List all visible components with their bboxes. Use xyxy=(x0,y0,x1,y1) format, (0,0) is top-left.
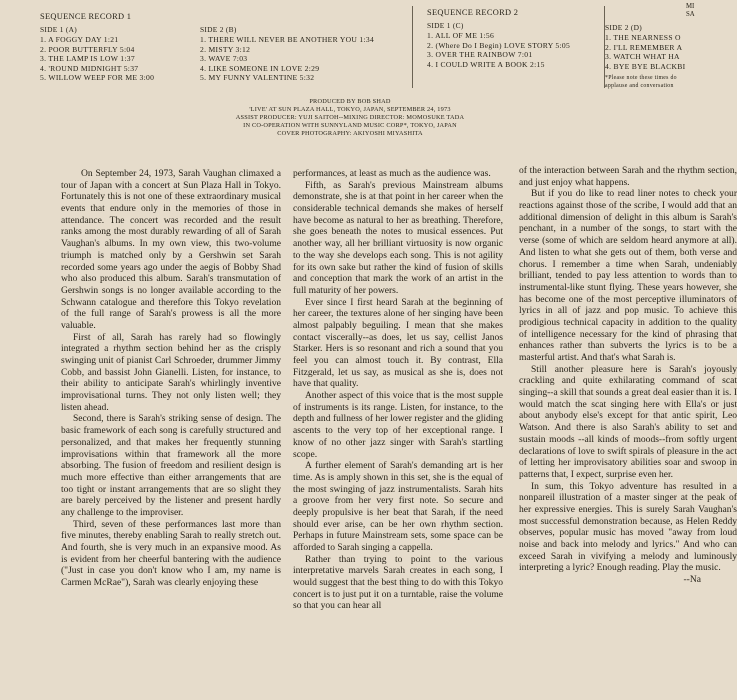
paragraph: Still another pleasure here is Sarah's joyously crackling and quite exhilarating command of scat singing--a skill that sounds a great deal easier than it is. I would match the scat singing here with Ella's or just about anybody else's except for that antic spirit, Leo Watson. And there is also Sarah's ability to set and sustain moods --all kinds of moods--from softly urgent declarations of love to swift spirals of pleasure in the act of letting her improvisatory abilities soar and swoop in patterns that, I expect, surprise even her. xyxy=(519,363,737,480)
paragraph: Second, there is Sarah's striking sense of design. The basic framework of each song is carefully structured and personalized, and that makes her frequently stunning improvisations within that framework all the more absorbing. The fusion of freedom and resilient design is much more effective than either arrangements that are too tight or instant arrangements that are so slight they are barely perceived by the listener and present hardly any challenge to the improviser. xyxy=(61,413,281,518)
paragraph: Ever since I first heard Sarah at the beginning of her career, the textures alone of her singing have been almost palpably beguiling. I mean that she makes contact viscerally--as does, let us say, cellist Janos Starker. Hers is so resonant and rich a sound that you feel you can almost touch it. By contrast, Ella Fitzgerald, let us say, as musical as she is, does not have that quality. xyxy=(293,296,503,390)
credit-line: PRODUCED BY BOB SHAD xyxy=(309,98,391,105)
paragraph: But if you do like to read liner notes to check your reactions against those of the scribe, I would add that an additional dimension of delight in this album is Sarah's penchant, in a number of the songs, to start with the verse (some of which are seldom heard anymore at all). And listen to what she gets out of them, both verse and chorus. I remember a time when Sarah, undeniably brilliant, tended to pay less attention to words than to instrumental-like stunt flying. These years however, she has become one of the most perceptive illuminators of lyrics in all of jazz and pop music. To achieve this prodigious technical capacity in addition to the quality of intelligence necessary for the kind of phrasing that enhances rather than subverts the lyrics is to be a masterful artist. And that's what Sarah is. xyxy=(519,188,737,363)
side-label: SIDE 2 (D) xyxy=(605,23,643,32)
track: 4. 'ROUND MIDNIGHT 5:37 xyxy=(40,63,139,73)
liner-notes-column-2 xyxy=(293,168,503,612)
track: 1. THERE WILL NEVER BE ANOTHER YOU 1:34 xyxy=(200,35,375,44)
timing-note-line: *Please note these times do xyxy=(605,75,677,82)
side-b xyxy=(200,25,374,83)
track: 3. WATCH WHAT HA xyxy=(605,52,680,62)
liner-notes-column-3 xyxy=(519,165,737,586)
divider-line xyxy=(412,6,413,88)
track: 1. THE NEARNESS O xyxy=(605,33,681,42)
side-d xyxy=(605,21,700,90)
paragraph: Fifth, as Sarah's previous Mainstream albums demonstrate, she is at that point in her career when the considerable technical demands she makes of herself have become as natural to her as breathing. Therefore, she goes beneath the notes to musical essences. Put another way, all her brilliant virtuosity is now organic to the way she develops each song. This is not agility for its own sake but rather the kind of fusion of skills and conception that mark the work of an artist in the full maturity of her powers. xyxy=(293,179,503,296)
timing-note-line: applause and conversation xyxy=(605,82,674,89)
track: 2. (Where Do I Begin) LOVE STORY 5:05 xyxy=(427,40,571,50)
track: 3. OVER THE RAINBOW 7:01 xyxy=(427,50,533,60)
track: 4. I COULD WRITE A BOOK 2:15 xyxy=(427,59,545,69)
sequence-record-2 xyxy=(427,8,700,90)
track: 4. LIKE SOMEONE IN LOVE 2:29 xyxy=(200,63,320,73)
credit-line: IN CO-OPERATION WITH SUNNYLAND MUSIC CORP*, TOKYO, JAPAN xyxy=(243,122,457,130)
track: 2. MISTY 3:12 xyxy=(200,44,251,54)
sequence-title: SEQUENCE RECORD 1 xyxy=(40,12,132,21)
track: 4. BYE BYE BLACKBI xyxy=(605,61,686,71)
track: 2. POOR BUTTERFLY 5:04 xyxy=(40,44,135,54)
side-a xyxy=(40,25,200,83)
track: 1. ALL OF ME 1:56 xyxy=(427,31,495,40)
paragraph: First of all, Sarah has rarely had so flowingly integrated a rhythm section behind her as the crisply swinging unit of pianist Carl Schroeder, drummer Jimmy Cobb, and bassist John Gianelli. Listen, for instance, to their ability to anticipate Sarah's whirlingly inventive improvisational turns. They not only listen well; they listen ahead. xyxy=(61,331,281,413)
side-label: SIDE 1 (A) xyxy=(40,25,78,34)
paragraph: On September 24, 1973, Sarah Vaughan climaxed a tour of Japan with a concert at Sun Plaza Hall in Tokyo. Fortunately this is not one of these extraordinary musical events that endure only in the memories of those in attendance. The concert was recorded and the result ranks among the most durably rewarding of all of Sarah Vaughan's albums. In my own view, this two-volume triumph is matched only by a Gershwin set Sarah recorded some years ago under the aegis of Bobby Shad who also produced this album. Sarah's transmutation of Gershwin songs is no longer available according to the Schwann catalogue and therefore this Tokyo revelation of the full range of Sarah's prowess is all the more valuable. xyxy=(61,168,281,331)
corner-label-line: SA xyxy=(686,11,695,18)
track: 1. A FOGGY DAY 1:21 xyxy=(40,35,119,44)
liner-notes-column-3-clip xyxy=(519,165,737,700)
paragraph: In sum, this Tokyo adventure has resulted in a nonpareil illustration of a master singer at the peak of her expressive energies. This is surely Sarah Vaughan's most successful demonstration because, as Helen Reddy observes, popular music has moved "away from loud noise and back into melody and lyrics." And who can exceed Sarah in vivifying a melody and luminously interpreting a lyric? Enough reading. Play the music. xyxy=(519,480,737,574)
credits-block xyxy=(150,98,550,138)
side-label: SIDE 2 (B) xyxy=(200,25,237,34)
paragraph: A further element of Sarah's demanding art is her time. As is amply shown in this set, she is the equal of the most swinging of jazz instrumentalists. Sarah hits a groove from her very first note. So secure and deeply propulsive is her beat that Sarah, if the need should ever arise, can be her own rhythm section. Perhaps in future Mainstream sets, some space can be afforded to Sarah singing a cappella. xyxy=(293,460,503,553)
timing-note xyxy=(605,75,700,89)
track: 5. MY FUNNY VALENTINE 5:32 xyxy=(200,73,315,83)
credit-line: 'LIVE' AT SUN PLAZA HALL, TOKYO, JAPAN, SEPTEMBER 24, 1973 xyxy=(249,106,451,114)
track: 5. WILLOW WEEP FOR ME 3:00 xyxy=(40,73,155,83)
credit-line: COVER PHOTOGRAPHY: AKIYOSHI MIYASHITA xyxy=(277,130,423,138)
paragraph: performances, at least as much as the audience was. xyxy=(293,168,491,179)
paragraph: Rather than trying to point to the various interpretative marvels Sarah creates in each song, I would suggest that the best thing to do with this Tokyo concert is to just put it on a turntable, raise the volume so that you can hear all xyxy=(293,553,503,612)
paragraph: of the interaction between Sarah and the rhythm section, and just enjoy what happens. xyxy=(519,165,737,188)
corner-label-line: MI xyxy=(686,3,695,10)
author-signature: --Na xyxy=(683,574,701,586)
liner-notes-column-1 xyxy=(61,168,281,589)
side-label: SIDE 1 (C) xyxy=(427,21,464,30)
sequence-title: SEQUENCE RECORD 2 xyxy=(427,8,519,17)
track: 3. THE LAMP IS LOW 1:37 xyxy=(40,54,135,64)
track: 2. I'LL REMEMBER A xyxy=(605,42,683,52)
paragraph: Another aspect of this voice that is the most supple of instruments is its range. Listen, for instance, to the depth and fullness of her lower register and the gliding ascents to the very top of her exceptional range. I know of no other jazz singer with Sarah's startling scope. xyxy=(293,390,503,460)
track: 3. WAVE 7:03 xyxy=(200,54,248,64)
sequence-record-1 xyxy=(40,12,410,83)
credit-line: ASSIST PRODUCER: YUJI SAITOH--MIXING DIRECTOR: MOMOSUKE TADA xyxy=(235,114,465,122)
paragraph: Third, seven of these performances last more than five minutes, thereby enabling Sarah to really stretch out. And fourth, she is very much in an expansive mood. As is evident from her cheerful bantering with the audience ("Just in case you don't know who I am, my name is Carmen McRae"), Sarah was clearly enjoying these xyxy=(61,518,281,589)
side-c xyxy=(427,21,605,90)
